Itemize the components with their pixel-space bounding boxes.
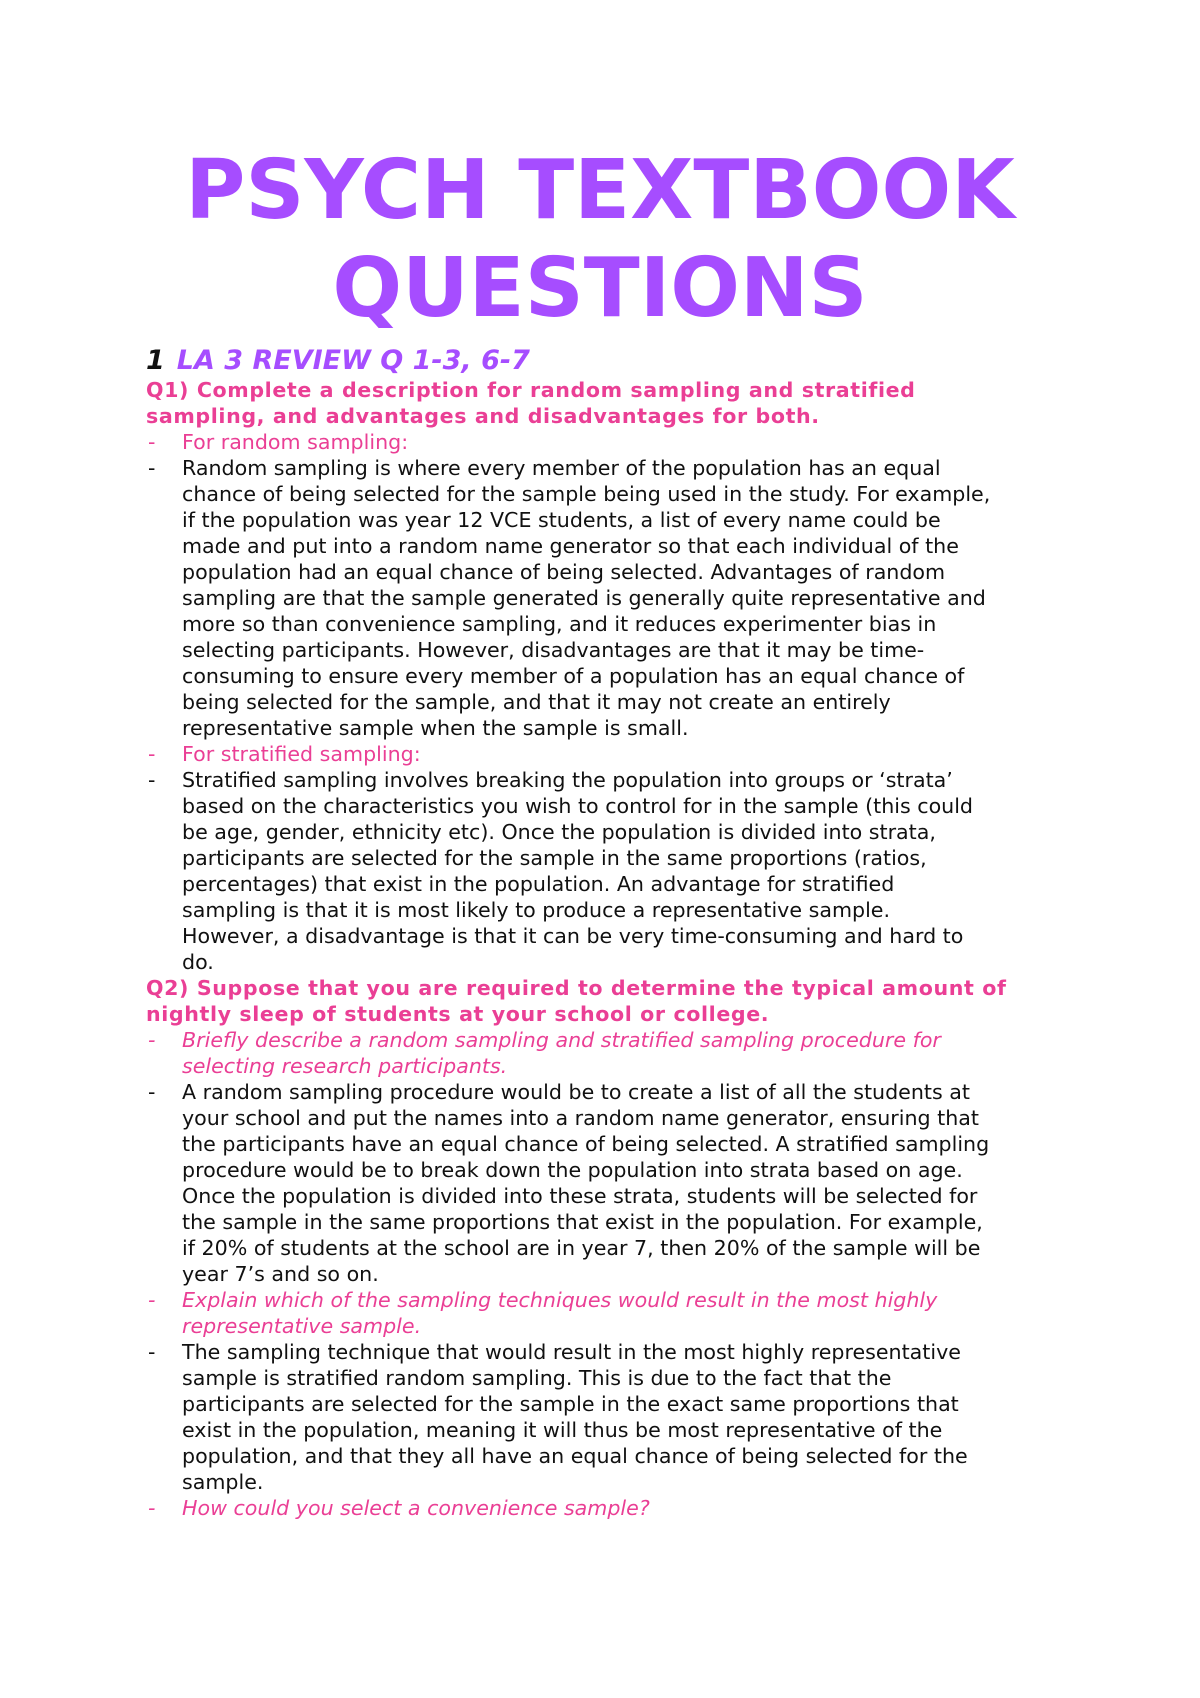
list-item-line: A random sampling procedure would be to create a list of all the students at	[182, 1080, 970, 1104]
list-item-line: sample.	[182, 1470, 264, 1494]
answer-list-item	[146, 1079, 1086, 1287]
list-item-line: your school and put the names into a random name generator, ensuring that	[182, 1106, 979, 1130]
answer-list-item	[146, 455, 1086, 741]
title-line-1: PSYCH TEXTBOOK	[185, 143, 1015, 238]
list-item-line: the sample in the same proportions that exist in the population. For example,	[182, 1210, 983, 1234]
list-item-line: How could you select a convenience sample?	[182, 1496, 650, 1520]
list-item-line: do.	[182, 950, 214, 974]
list-item-line: chance of being selected for the sample being used in the study. For example,	[182, 482, 991, 506]
list-item-line: participants are selected for the sample in the exact same proportions that	[182, 1392, 959, 1416]
prompt-list-item	[146, 429, 1086, 455]
section-label: LA 3 REVIEW Q 1-3, 6-7	[176, 345, 530, 376]
prompt-list-item	[146, 1287, 1086, 1339]
questions-content	[146, 377, 1086, 1521]
bullet-dash: -	[148, 768, 156, 792]
answer-list-item	[146, 1339, 1086, 1495]
list-item-line: made and put into a random name generator so that each individual of the	[182, 534, 959, 558]
list-item-line: being selected for the sample, and that it may not create an entirely	[182, 690, 891, 714]
list-item-line: Once the population is divided into these strata, students will be selected for	[182, 1184, 978, 1208]
q2-heading-line: Q2) Suppose that you are required to determine the typical amount of	[146, 976, 1007, 1000]
list-item-line: more so than convenience sampling, and it reduces experimenter bias in	[182, 612, 937, 636]
list-item-line: Stratified sampling involves breaking the population into groups or ‘strata’	[182, 768, 953, 792]
q2-heading-line: nightly sleep of students at your school or college.	[146, 1002, 770, 1026]
prompt-list-item	[146, 1027, 1086, 1079]
list-item-line: Explain which of the sampling techniques would result in the most highly	[182, 1288, 938, 1312]
document-title	[0, 142, 1200, 338]
bullet-dash: -	[148, 1080, 156, 1104]
answer-list-item	[146, 767, 1086, 975]
list-item-line: sampling is that it is most likely to produce a representative sample.	[182, 898, 891, 922]
list-item-line: based on the characteristics you wish to control for in the sample (this could	[182, 794, 974, 818]
prompt-list-item	[146, 1495, 1086, 1521]
list-item-line: participants are selected for the sample in the same proportions (ratios,	[182, 846, 927, 870]
list-item-line: procedure would be to break down the population into strata based on age.	[182, 1158, 963, 1182]
list-item-line: consuming to ensure every member of a population has an equal chance of	[182, 664, 965, 688]
section-heading	[146, 344, 530, 378]
list-item-line: However, a disadvantage is that it can be very time-consuming and hard to	[182, 924, 964, 948]
bullet-dash: -	[148, 1496, 156, 1520]
q1-heading-line: Q1) Complete a description for random sampling and stratified	[146, 378, 916, 402]
list-item-line: percentages) that exist in the population. An advantage for stratified	[182, 872, 895, 896]
q1-heading-line: sampling, and advantages and disadvantages for both.	[146, 404, 820, 428]
list-item-line: For random sampling:	[182, 430, 409, 454]
list-item-line: selecting participants. However, disadvantages are that it may be time-	[182, 638, 925, 662]
list-item-line: representative sample.	[182, 1314, 422, 1338]
prompt-list-item	[146, 741, 1086, 767]
list-item-line: Random sampling is where every member of the population has an equal	[182, 456, 941, 480]
list-item-line: population, and that they all have an equal chance of being selected for the	[182, 1444, 968, 1468]
q2-heading	[146, 975, 1086, 1027]
bullet-dash: -	[148, 1288, 156, 1312]
list-item-line: For stratified sampling:	[182, 742, 421, 766]
section-number: 1	[146, 345, 165, 376]
bullet-dash: -	[148, 742, 156, 766]
list-item-line: if the population was year 12 VCE students, a list of every name could be	[182, 508, 941, 532]
list-item-line: The sampling technique that would result in the most highly representative	[182, 1340, 961, 1364]
list-item-line: exist in the population, meaning it will thus be most representative of the	[182, 1418, 943, 1442]
bullet-dash: -	[148, 430, 156, 454]
bullet-dash: -	[148, 1340, 156, 1364]
list-item-line: sample is stratified random sampling. This is due to the fact that the	[182, 1366, 892, 1390]
list-item-line: selecting research participants.	[182, 1054, 508, 1078]
q1-heading	[146, 377, 1086, 429]
bullet-dash: -	[148, 456, 156, 480]
list-item-line: Briefly describe a random sampling and stratified sampling procedure for	[182, 1028, 941, 1052]
list-item-line: representative sample when the sample is small.	[182, 716, 689, 740]
list-item-line: be age, gender, ethnicity etc). Once the population is divided into strata,	[182, 820, 936, 844]
bullet-dash: -	[148, 1028, 156, 1052]
list-item-line: if 20% of students at the school are in year 7, then 20% of the sample will be	[182, 1236, 981, 1260]
list-item-line: year 7’s and so on.	[182, 1262, 379, 1286]
title-line-2: QUESTIONS	[332, 241, 868, 336]
list-item-line: population had an equal chance of being selected. Advantages of random	[182, 560, 946, 584]
list-item-line: sampling are that the sample generated is generally quite representative and	[182, 586, 986, 610]
list-item-line: the participants have an equal chance of being selected. A stratified sampling	[182, 1132, 990, 1156]
